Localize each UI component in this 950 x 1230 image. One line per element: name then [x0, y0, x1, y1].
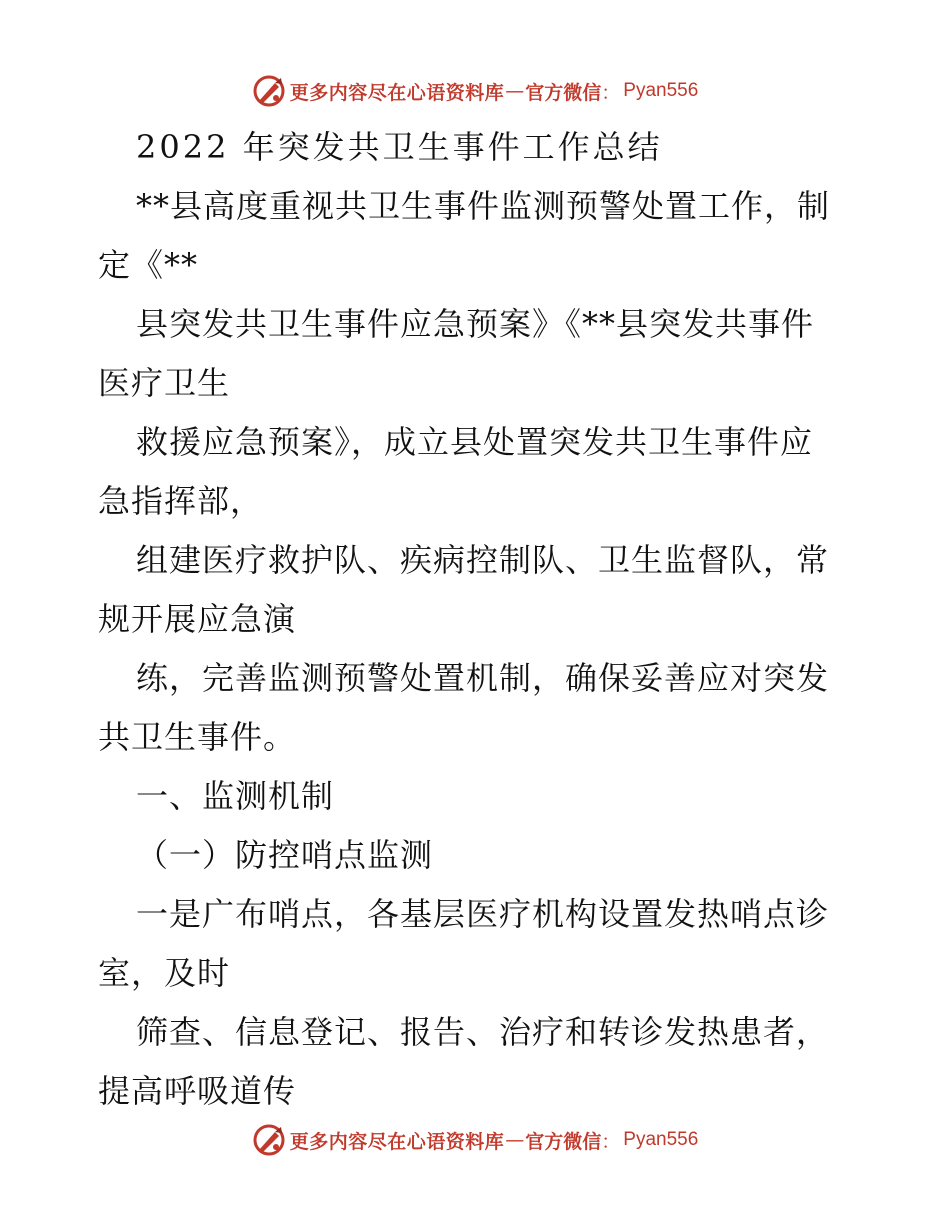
banner-dash: —: [505, 1129, 525, 1151]
banner-colon: ：: [601, 1130, 621, 1153]
subsection-heading: （一）防控哨点监测: [136, 836, 434, 874]
paragraph-line: 一是广布哨点，各基层医疗机构设置发热哨点诊: [136, 895, 830, 933]
quill-pen-logo-icon: [252, 74, 286, 108]
paragraph-line: 定《**: [98, 246, 199, 284]
banner-main-text: 更多内容尽在心语资料库: [289, 1130, 505, 1153]
paragraph-line: 救援应急预案》，成立县处置突发共卫生事件应: [136, 423, 814, 461]
paragraph-line: 室，及时: [98, 954, 231, 992]
quill-pen-logo-icon: [252, 1123, 286, 1157]
document-body: [98, 118, 854, 1121]
paragraph-line: **县高度重视共卫生事件监测预警处置工作，制: [136, 187, 831, 225]
document-title: 2022 年突发共卫生事件工作总结: [136, 128, 663, 166]
paragraph-line: 练，完善监测预警处置机制，确保妥善应对突发: [136, 659, 830, 697]
banner-wechat-label: 官方微信: [525, 81, 602, 104]
banner-wechat-label: 官方微信: [525, 1130, 602, 1153]
banner-colon: ：: [601, 81, 621, 104]
paragraph-line: 共卫生事件。: [98, 718, 297, 756]
paragraph-line: 县突发共卫生事件应急预案》《**县突发共事件: [136, 305, 815, 343]
footer-banner: [0, 1120, 950, 1160]
paragraph-line: 提高呼吸道传: [98, 1072, 297, 1110]
paragraph-line: 规开展应急演: [98, 600, 297, 638]
section-heading: 一、监测机制: [136, 777, 335, 815]
banner-wechat-id: Pyan556: [623, 1129, 699, 1150]
banner-wechat-id: Pyan556: [623, 80, 699, 101]
banner-dash: —: [505, 80, 525, 102]
header-banner: [0, 71, 950, 111]
paragraph-line: 组建医疗救护队、疾病控制队、卫生监督队，常: [136, 541, 830, 579]
banner-main-text: 更多内容尽在心语资料库: [289, 81, 505, 104]
paragraph-line: 筛查、信息登记、报告、治疗和转诊发热患者，: [136, 1013, 830, 1051]
paragraph-line: 医疗卫生: [98, 364, 231, 402]
paragraph-line: 急指挥部，: [98, 482, 264, 520]
